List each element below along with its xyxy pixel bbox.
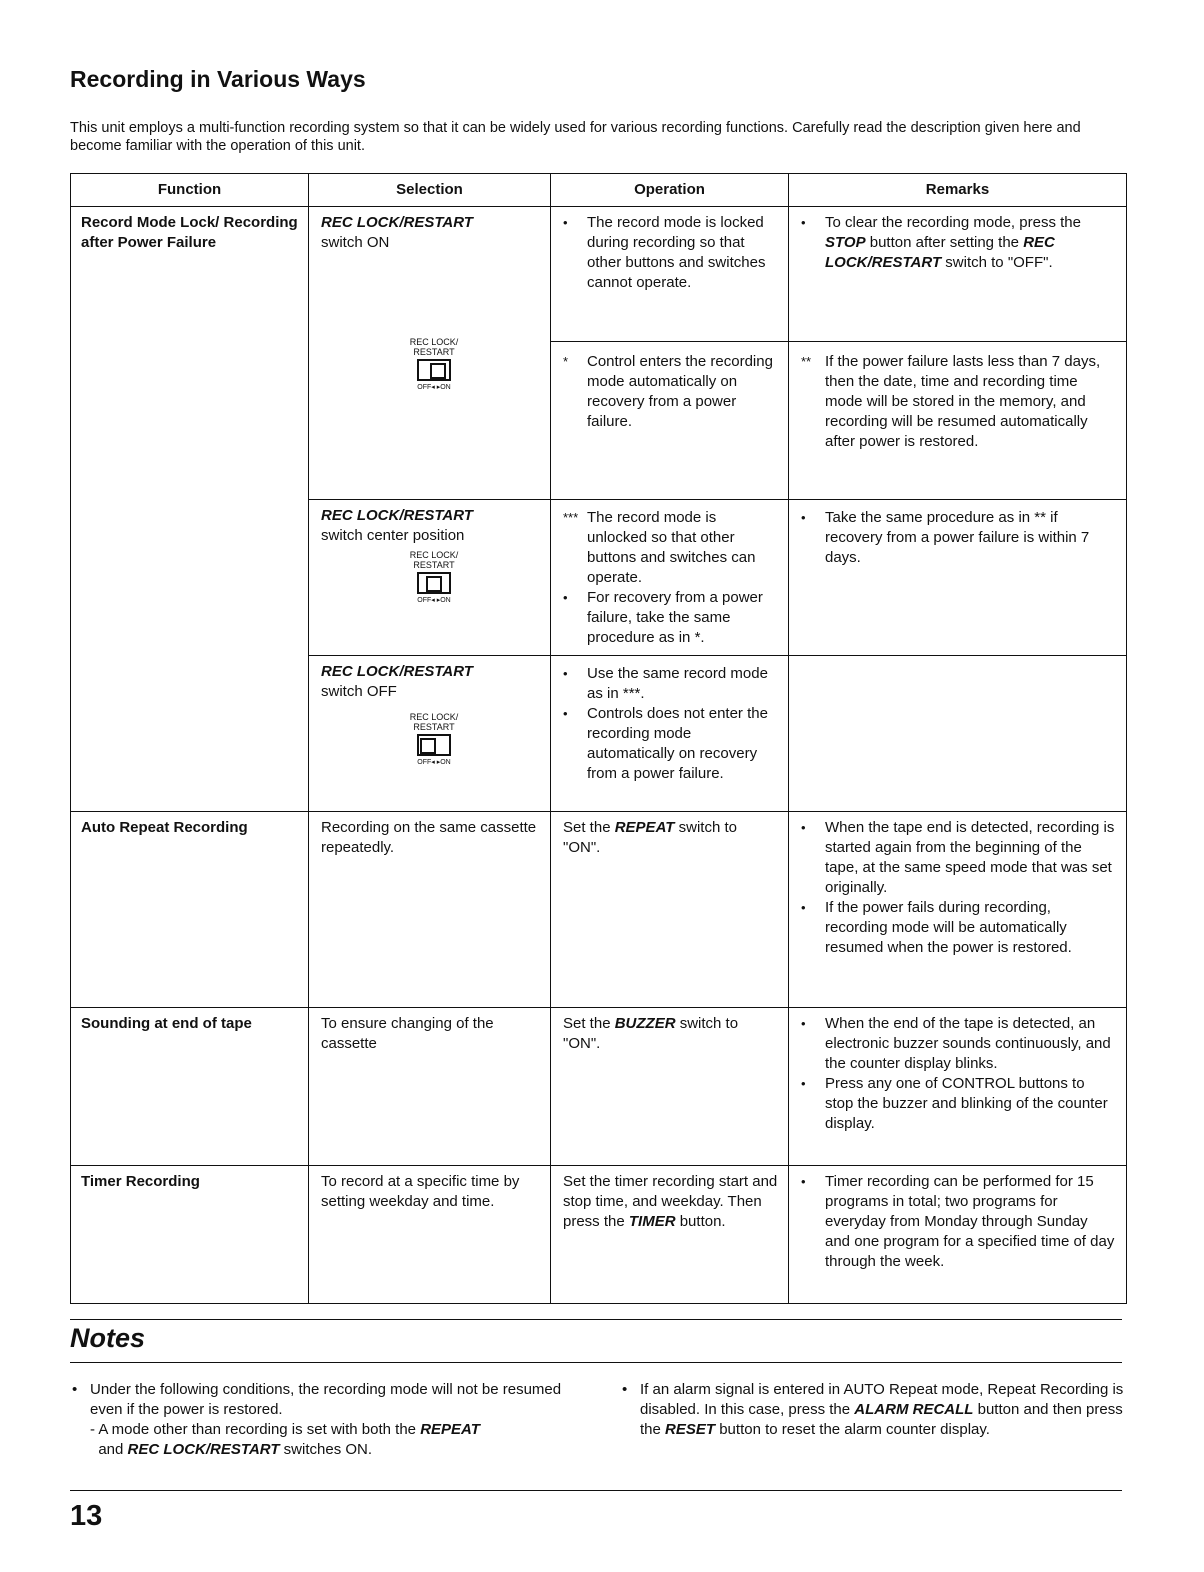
list-item: • Timer recording can be performed for 15 programs in total; two programs for everyday from Monday through Sunday and one program for a specified time of day through the week.: [801, 1173, 1115, 1270]
selection-switch-state: switch ON: [321, 234, 390, 251]
list-item: *** The record mode is unlocked so that other buttons and switches can operate.: [563, 509, 756, 586]
function-sounding: Sounding at end of tape: [71, 1008, 309, 1166]
remarks-cell: [789, 500, 1127, 656]
list-item: • Under the following conditions, the recording mode will not be resumed even if the power is restored.: [72, 1381, 562, 1418]
header-function: Function: [71, 174, 309, 207]
remarks-cell: [789, 342, 1127, 500]
table-row: [71, 207, 1127, 342]
selection-switch-name: REC LOCK/RESTART: [321, 663, 473, 680]
notes-heading: Notes: [70, 1323, 146, 1353]
list-item: • The record mode is locked during recording so that other buttons and switches cannot operate.: [563, 214, 766, 291]
header-remarks: Remarks: [789, 174, 1127, 207]
notes-left-column: [70, 1380, 582, 1460]
page-title: Recording in Various Ways: [70, 66, 366, 92]
list-item: ** If the power failure lasts less than 7 days, then the date, time and recording time mode will be stored in the memory, and recording will be resumed automatically after power is restored.: [801, 353, 1101, 450]
remarks-cell-empty: [789, 656, 1127, 812]
operation-cell: [551, 342, 789, 500]
rec-lock-switch-off-icon: REC LOCK/ RESTART OFF◂ ▸ON: [409, 712, 459, 766]
selection-cell: Recording on the same cassette repeatedly.: [309, 812, 551, 1008]
table-header-row: [71, 174, 1127, 207]
list-item: • To clear the recording mode, press the STOP button after setting the REC LOCK/RESTART switch to "OFF".: [801, 214, 1081, 271]
header-selection: Selection: [309, 174, 551, 207]
notes-divider: [70, 1362, 1122, 1363]
operation-cell: [551, 500, 789, 656]
selection-switch-state: switch center position: [321, 527, 465, 544]
selection-switch-name: REC LOCK/RESTART: [321, 214, 473, 231]
remarks-cell: [789, 1008, 1127, 1166]
intro-paragraph: This unit employs a multi-function recording system so that it can be widely used for various recording functions. Carefully read the description given here and become familiar with the operation of this unit.: [70, 120, 1081, 154]
page-number: 13: [70, 1500, 103, 1532]
remarks-cell: [789, 812, 1127, 1008]
list-item: • If the power fails during recording, recording mode will be automatically resumed when the power is restored.: [801, 899, 1072, 956]
operation-cell: Set the timer recording start and stop time, and weekday. Then press the TIMER button.: [551, 1166, 789, 1304]
table-row: [71, 812, 1127, 1008]
list-item: • If an alarm signal is entered in AUTO Repeat mode, Repeat Recording is disabled. In this case, press the ALARM RECALL button and then press the RESET button to reset the alarm counter display.: [622, 1381, 1124, 1438]
notes-right-column: [620, 1380, 1125, 1440]
operation-cell: [551, 656, 789, 812]
operation-cell: Set the BUZZER switch to "ON".: [551, 1008, 789, 1166]
list-item: • When the end of the tape is detected, an electronic buzzer sounds continuously, and the counter display blinks.: [801, 1015, 1111, 1072]
list-item: - A mode other than recording is set with both the REPEAT and REC LOCK/RESTART switches ON.: [90, 1421, 480, 1458]
function-auto-repeat: Auto Repeat Recording: [71, 812, 309, 1008]
notes-top-divider: [70, 1319, 1122, 1320]
list-item: • For recovery from a power failure, take the same procedure as in *.: [563, 589, 763, 646]
selection-cell: To record at a specific time by setting weekday and time.: [309, 1166, 551, 1304]
selection-switch-name: REC LOCK/RESTART: [321, 507, 473, 524]
footer-divider: [70, 1490, 1122, 1491]
list-item: • When the tape end is detected, recording is started again from the beginning of the tape, at the same speed mode that was set originally.: [801, 819, 1115, 896]
operation-cell: Set the REPEAT switch to "ON".: [551, 812, 789, 1008]
recording-functions-table: [70, 173, 1127, 1304]
rec-lock-switch-center-icon: REC LOCK/ RESTART OFF◂ ▸ON: [409, 550, 459, 604]
table-row: [71, 1166, 1127, 1304]
selection-switch-state: switch OFF: [321, 683, 397, 700]
selection-switch-center: [309, 500, 551, 656]
table-row: [71, 1008, 1127, 1166]
function-record-mode-lock: Record Mode Lock/ Recording after Power Failure: [71, 207, 309, 812]
selection-switch-on: [309, 207, 551, 500]
function-timer: Timer Recording: [71, 1166, 309, 1304]
rec-lock-switch-on-icon: REC LOCK/ RESTART OFF◂ ▸ON: [409, 337, 459, 391]
list-item: • Take the same procedure as in ** if recovery from a power failure is within 7 days.: [801, 509, 1090, 566]
selection-cell: To ensure changing of the cassette: [309, 1008, 551, 1166]
remarks-cell: [789, 1166, 1127, 1304]
header-operation: Operation: [551, 174, 789, 207]
list-item: • Press any one of CONTROL buttons to stop the buzzer and blinking of the counter display.: [801, 1075, 1108, 1132]
list-item: • Controls does not enter the recording mode automatically on recovery from a power failure.: [563, 705, 768, 782]
remarks-cell: [789, 207, 1127, 342]
list-item: • Use the same record mode as in ***.: [563, 665, 768, 702]
selection-switch-off: [309, 656, 551, 812]
operation-cell: [551, 207, 789, 342]
list-item: * Control enters the recording mode automatically on recovery from a power failure.: [563, 353, 773, 430]
